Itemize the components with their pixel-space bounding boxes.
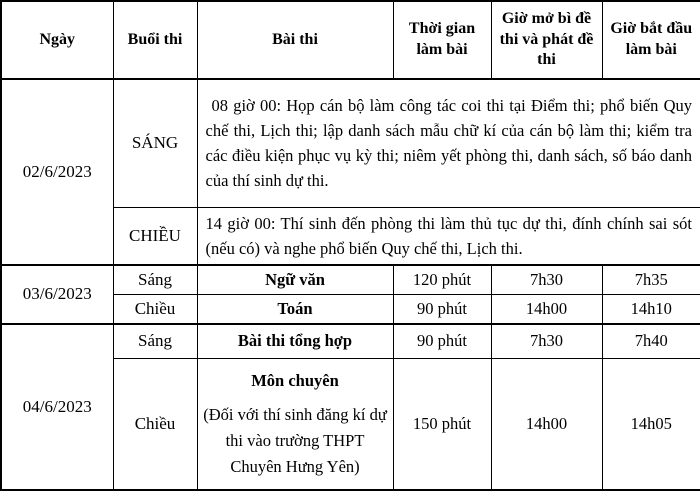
- session-cell-0406-morning: Sáng: [113, 324, 197, 359]
- exam-cell-bai-thi-tong-hop: Bài thi tổng hợp: [197, 324, 393, 359]
- open-envelope-time-cell: 14h00: [491, 359, 602, 491]
- date-cell-0306: 03/6/2023: [1, 265, 113, 324]
- activity-description-0206-morning: [197, 79, 700, 207]
- session-cell-0406-afternoon: Chiều: [113, 359, 197, 491]
- row-0206-morning: [1, 79, 700, 207]
- exam-cell-ngu-van: Ngữ văn: [197, 265, 393, 295]
- start-time-cell: 7h40: [602, 324, 700, 359]
- header-session: Buổi thi: [113, 1, 197, 79]
- activity-description-0206-afternoon: [197, 207, 700, 265]
- session-cell-0306-afternoon: Chiều: [113, 295, 197, 324]
- header-duration: Thời gian làm bài: [393, 1, 491, 79]
- header-exam: Bài thi: [197, 1, 393, 79]
- start-time-cell: 7h35: [602, 265, 700, 295]
- open-envelope-time-cell: 7h30: [491, 265, 602, 295]
- date-cell-0206: 02/6/2023: [1, 79, 113, 265]
- activity-description-text: 08 giờ 00: Họp cán bộ làm công tác coi thi tại Điểm thi; phổ biến Quy chế thi, Lịch thi; lập danh sách mẫu chữ kí của cán bộ làm thi; kiểm tra các điều kiện phục vụ kỳ thi; niêm yết phòng thi, danh sách, số báo danh của thí sinh dự thi.: [205, 96, 692, 191]
- exam-cell-mon-chuyen: [197, 359, 393, 491]
- row-0306-morning: [1, 265, 700, 295]
- session-cell-0206-afternoon: CHIỀU: [113, 207, 197, 265]
- duration-cell: 120 phút: [393, 265, 491, 295]
- row-0406-morning: [1, 324, 700, 359]
- header-date: Ngày: [1, 1, 113, 79]
- open-envelope-time-cell: 14h00: [491, 295, 602, 324]
- header-open-envelope: Giờ mở bì đề thi và phát đề thi: [491, 1, 602, 79]
- header-start: Giờ bắt đầu làm bài: [602, 1, 700, 79]
- session-cell-0306-morning: Sáng: [113, 265, 197, 295]
- duration-cell: 150 phút: [393, 359, 491, 491]
- exam-title: Môn chuyên: [251, 371, 339, 390]
- exam-note: (Đối với thí sinh đăng kí dự thi vào trường THPT Chuyên Hưng Yên): [203, 405, 387, 476]
- activity-description-text: 14 giờ 00: Thí sinh đến phòng thi làm thủ tục dự thi, đính chính sai sót (nếu có) và nghe phổ biến Quy chế thi, Lịch thi.: [205, 213, 692, 258]
- start-time-cell: 14h05: [602, 359, 700, 491]
- duration-cell: 90 phút: [393, 295, 491, 324]
- session-cell-0206-morning: SÁNG: [113, 79, 197, 207]
- duration-cell: 90 phút: [393, 324, 491, 359]
- open-envelope-time-cell: 7h30: [491, 324, 602, 359]
- header-row: [1, 1, 700, 79]
- date-cell-0406: 04/6/2023: [1, 324, 113, 491]
- exam-cell-toan: Toán: [197, 295, 393, 324]
- start-time-cell: 14h10: [602, 295, 700, 324]
